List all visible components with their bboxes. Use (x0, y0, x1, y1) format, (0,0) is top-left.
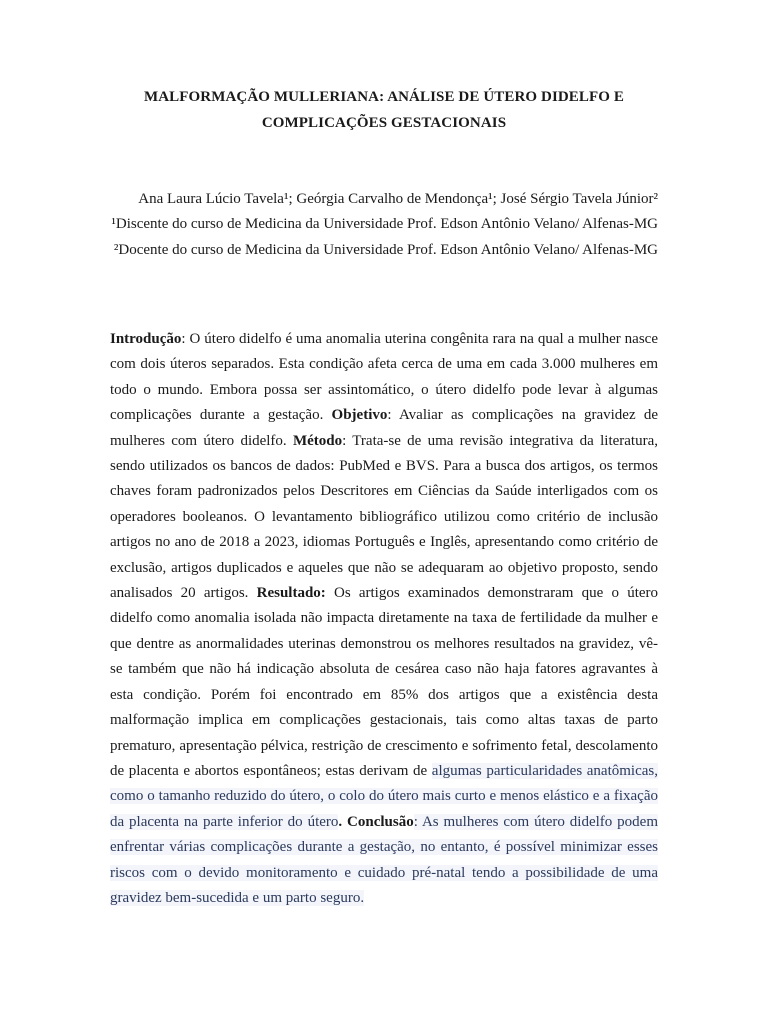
result-label: Resultado: (256, 585, 326, 602)
author-names: Ana Laura Lúcio Tavela¹; Geórgia Carvalho de Mendonça¹; José Sérgio Tavela Júnior² (138, 191, 658, 207)
result-text: Os artigos examinados demonstraram que o útero didelfo como anomalia isolada não impacta diretamente na taxa de fertilidade da mulher e que dentre as anormalidades uterinas demonstrou os melhores resultados na gravidez, vê-se também que não há indicação absoluta de cesárea caso não haja fatores agravantes à esta condição. Porém foi encontrado em 85% dos artigos que a existência desta malformação implica em complicações gestacionais, tais como altas taxas de parto prematuro, apresentação pélvica, restrição de crescimento e sofrimento fetal, descolamento de placenta e abortos espontâneos; estas derivam de (110, 585, 659, 779)
title-line-1: MALFORMAÇÃO MULLERIANA: ANÁLISE DE ÚTERO DIDELFO E (143, 89, 625, 105)
abstract-body (110, 327, 658, 911)
method-label: Método (292, 432, 343, 449)
conclusion-label: . Conclusão (338, 813, 414, 830)
affiliation-1: ¹Discente do curso de Medicina da Universidade Prof. Edson Antônio Velano/ Alfenas-MG (111, 216, 658, 233)
result-highlight: algumas particularidades anatômicas, como o tamanho reduzido do útero, o colo do útero mais curto e menos elástico e a fixação da placenta na parte inferior do útero (110, 762, 658, 830)
intro-text: : O útero didelfo é uma anomalia uterina congênita rara na qual a mulher nasce com dois úteros separados. Esta condição afeta cerca de uma em cada 3.000 mulheres em todo o mundo. Embora possa ser assintomático, o útero didelfo pode levar à algumas complicações durante a gestação. (110, 331, 658, 424)
method-text: : Trata-se de uma revisão integrativa da literatura, sendo utilizados os bancos de dados: PubMed e BVS. Para a busca dos artigos, os termos chaves foram padronizados pelos Descritores em Ciências da Saúde interligados com os operadores booleanos. O levantamento bibliográfico utilizou como critério de inclusão artigos no ano de 2018 a 2023, idiomas Português e Inglês, apresentando como critério de exclusão, artigos duplicados e aqueles que não se adequaram ao objetivo proposto, sendo analisados 20 artigos. (110, 432, 658, 602)
author-block (100, 187, 658, 263)
intro-label: Introdução (110, 331, 182, 347)
title-line-2: COMPLICAÇÕES GESTACIONAIS (261, 115, 507, 131)
affiliation-2: ²Docente do curso de Medicina da Universidade Prof. Edson Antônio Velano/ Alfenas-MG (113, 241, 658, 258)
conclusion-text: : As mulheres com útero didelfo podem enfrentar várias complicações durante a gestação, no entanto, é possível minimizar esses riscos com o devido monitoramento e cuidado pré-natal tendo a possibilidade de uma gravidez bem-sucedida e um parto seguro. (110, 813, 658, 906)
paper-title (110, 84, 658, 136)
objective-text: : Avaliar as complicações na gravidez de mulheres com útero didelfo. (110, 407, 658, 449)
objective-label: Objetivo (331, 407, 388, 424)
